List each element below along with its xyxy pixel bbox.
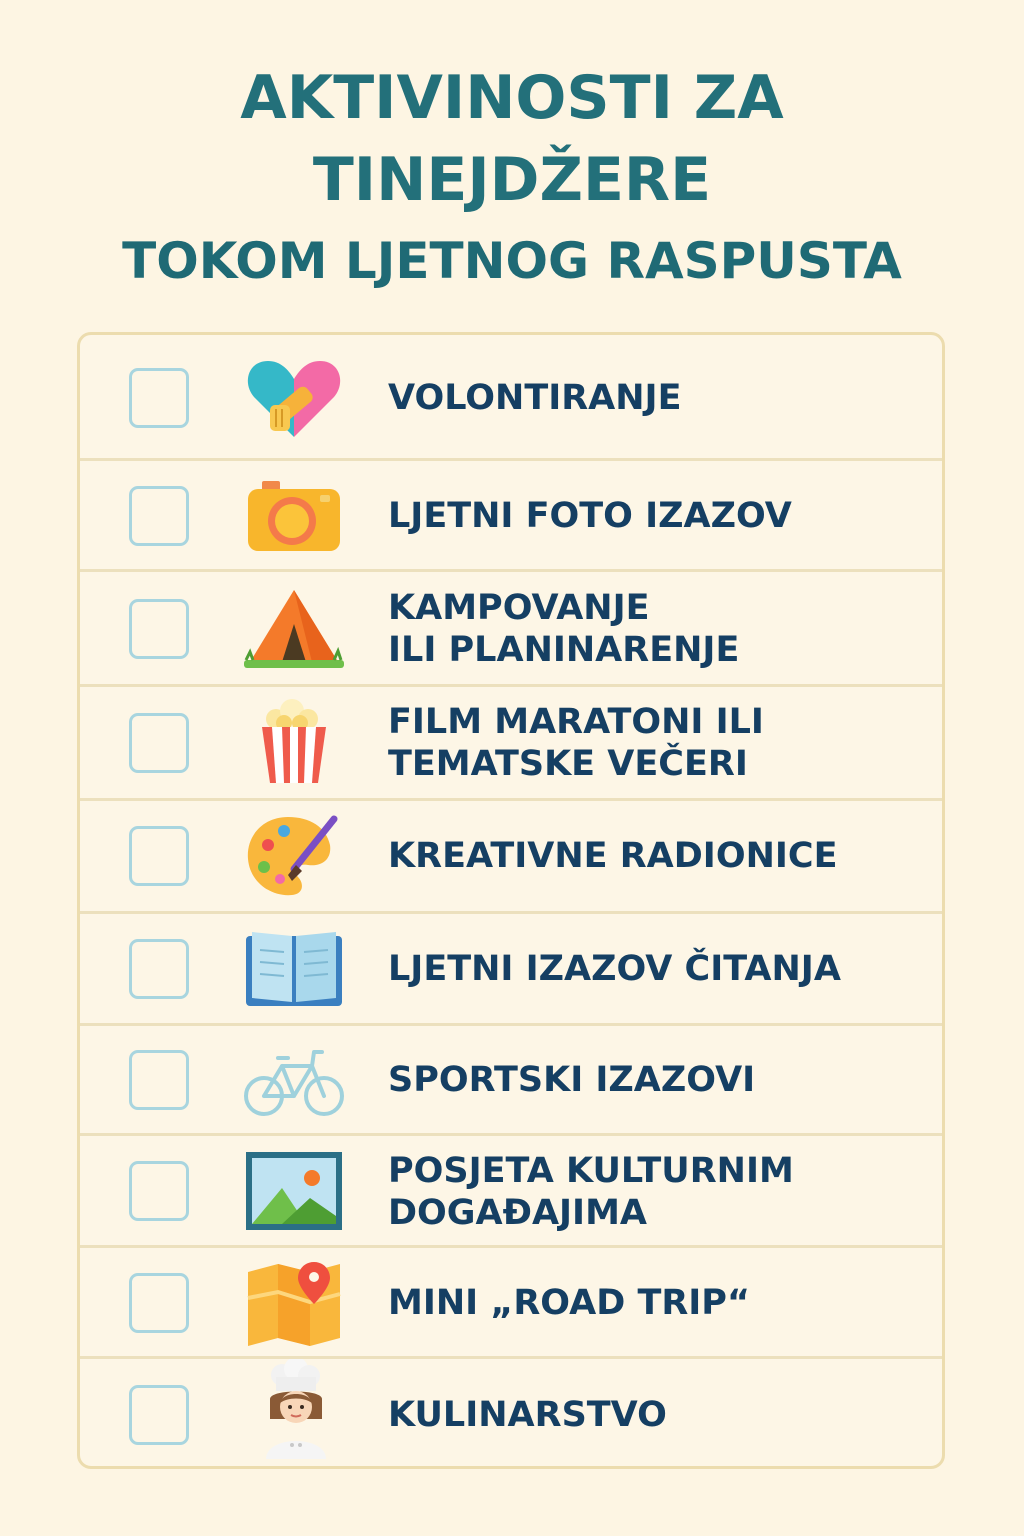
item-label: LJETNI FOTO IZAZOV xyxy=(388,496,792,536)
list-item-volontiranje xyxy=(80,335,942,461)
item-label: VOLONTIRANJE xyxy=(388,378,682,418)
palette-icon xyxy=(242,811,346,901)
title-line-2: TINEJDŽERE xyxy=(312,145,712,215)
popcorn-icon xyxy=(242,695,346,785)
list-item-kulturni-dogadjaji xyxy=(80,1136,942,1248)
book-icon xyxy=(242,926,346,1016)
list-item-road-trip xyxy=(80,1248,942,1359)
item-label: LJETNI IZAZOV ČITANJA xyxy=(388,949,841,989)
item-label: KAMPOVANJE ILI PLANINARENJE xyxy=(388,588,740,670)
checkbox[interactable] xyxy=(129,1050,189,1110)
map-pin-icon xyxy=(242,1258,346,1348)
item-label: KULINARSTVO xyxy=(388,1395,667,1435)
picture-icon xyxy=(242,1146,346,1236)
bicycle-icon xyxy=(242,1036,346,1126)
checkbox[interactable] xyxy=(129,599,189,659)
item-label: SPORTSKI IZAZOVI xyxy=(388,1060,756,1100)
item-label: MINI „ROAD TRIP“ xyxy=(388,1283,750,1323)
checkbox[interactable] xyxy=(129,1273,189,1333)
checkbox[interactable] xyxy=(129,1161,189,1221)
chef-icon xyxy=(242,1359,346,1463)
activity-checklist xyxy=(77,332,945,1469)
item-label: FILM MARATONI ILI TEMATSKE VEČERI xyxy=(388,702,764,784)
list-item-izazov-citanja xyxy=(80,914,942,1026)
list-item-film-maratoni xyxy=(80,687,942,801)
tent-icon xyxy=(242,584,346,674)
list-item-kreativne-radionice xyxy=(80,801,942,914)
checkbox[interactable] xyxy=(129,713,189,773)
checkbox[interactable] xyxy=(129,368,189,428)
title-line-1: AKTIVINOSTI ZA xyxy=(240,63,784,133)
list-item-kampovanje xyxy=(80,572,942,687)
camera-icon xyxy=(242,471,346,561)
item-label: POSJETA KULTURNIM DOGAĐAJIMA xyxy=(388,1151,794,1233)
checkbox[interactable] xyxy=(129,1385,189,1445)
page-subtitle: TOKOM LJETNOG RASPUSTA xyxy=(122,232,902,290)
heart-handshake-icon xyxy=(242,353,346,443)
checkbox[interactable] xyxy=(129,486,189,546)
list-item-sportski-izazovi xyxy=(80,1026,942,1136)
item-label: KREATIVNE RADIONICE xyxy=(388,836,838,876)
checkbox[interactable] xyxy=(129,939,189,999)
list-item-foto-izazov xyxy=(80,461,942,572)
list-item-kulinarstvo xyxy=(80,1359,942,1469)
checkbox[interactable] xyxy=(129,826,189,886)
